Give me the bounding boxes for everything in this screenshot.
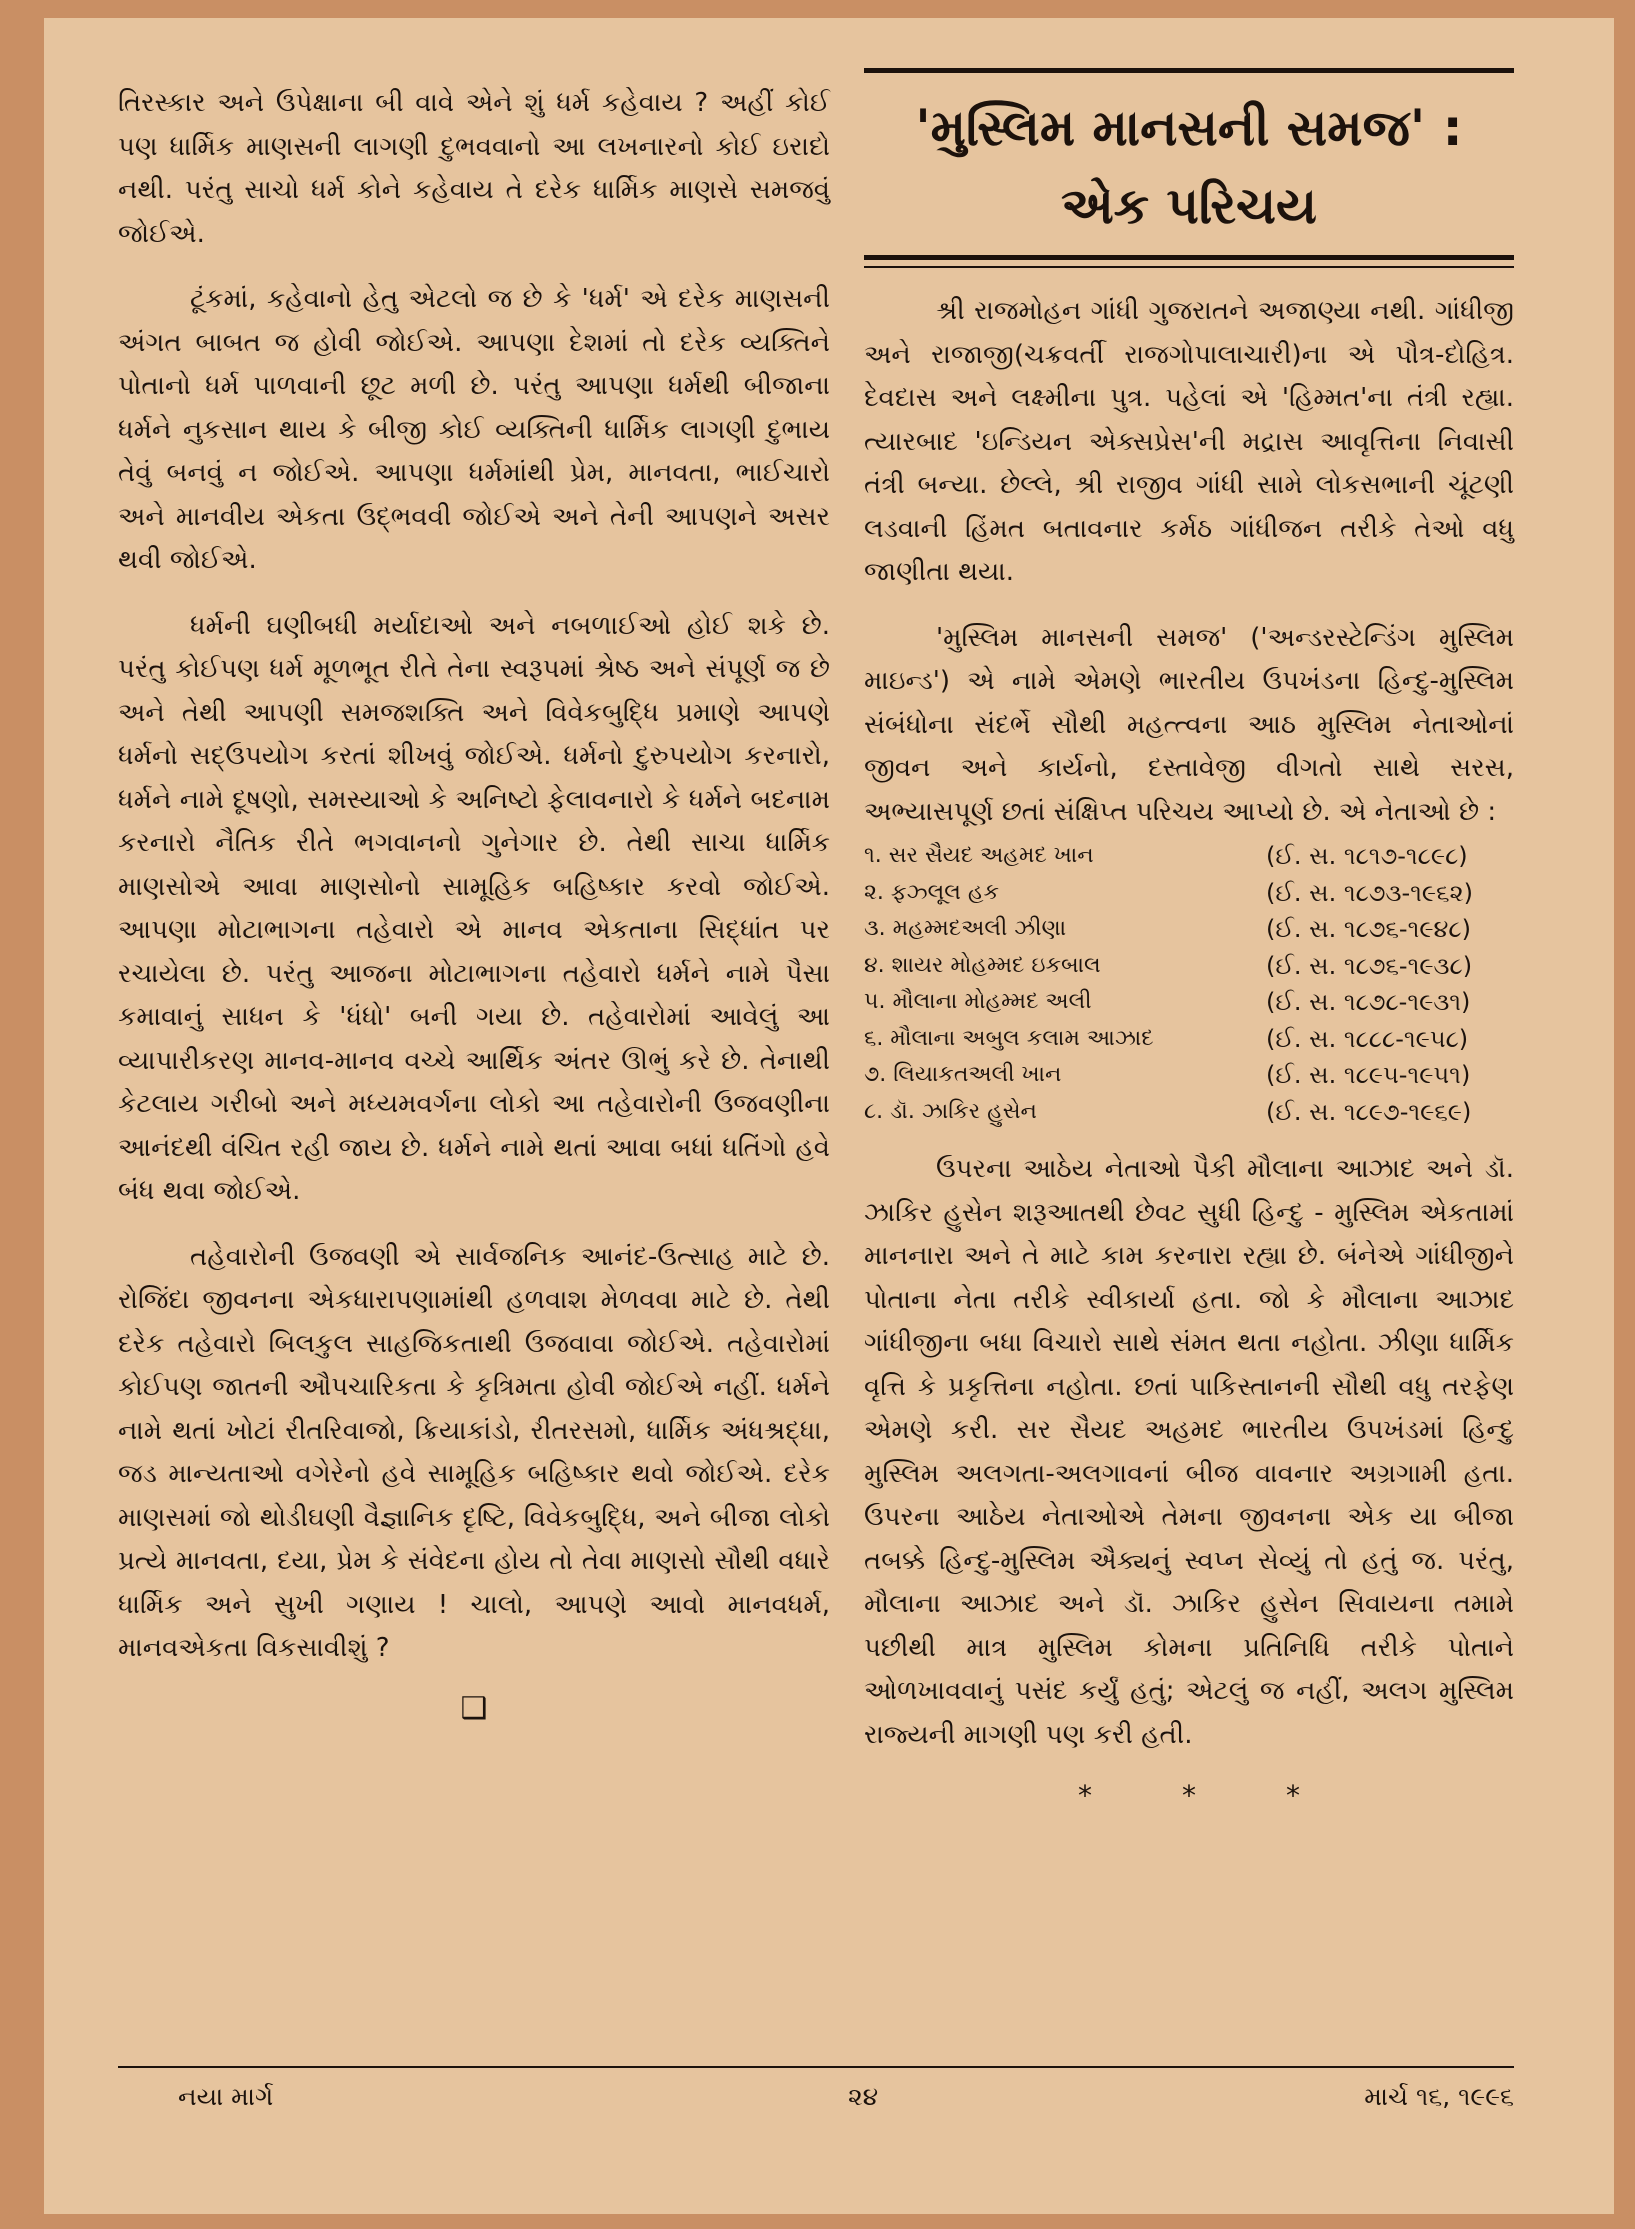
left-paragraph-1: તિરસ્કાર અને ઉપેક્ષાના બી વાવે એને શું ધર્મ કહેવાય ? અહીં કોઈ પણ ધાર્મિક માણસની લાગણી દુભવવાનો આ લખનારનો કોઈ ઇરાદો નથી. પરંતુ સાચો ધર્મ કોને કહેવાય તે દરેક ધાર્મિક માણસે સમજવું જોઈએ. bbox=[118, 88, 830, 249]
leader-years: (ઈ. સ. ૧૮૧૭-૧૮૯૮) bbox=[1266, 842, 1468, 870]
footer-page-number: ૨૪ bbox=[848, 2082, 879, 2111]
leader-name: ૮. ડૉ. ઝાકિર હુસેન bbox=[864, 1098, 1037, 1124]
leader-years: (ઈ. સ. ૧૮૮૮-૧૯૫૮) bbox=[1266, 1024, 1469, 1053]
right-paragraph-2: 'મુસ્લિમ માનસની સમજ' ('અન્ડરસ્ટેન્ડિંગ મુસ્લિમ માઇન્ડ') એ નામે એમણે ભારતીય ઉપખંડના હિન્દુ-મુસ્લિમ સંબંધોના સંદર્ભે સૌથી મહત્ત્વના આઠ મુસ્લિમ નેતાઓનાં જીવન અને કાર્યનો, દસ્તાવેજી વીગતો સાથે સરસ, અભ્યાસપૂર્ણ છતાં સંક્ષિપ્ત પરિચય આપ્યો છે. એ નેતાઓ છે : bbox=[864, 622, 1514, 827]
section-stars: *** bbox=[1078, 1779, 1390, 1812]
footer-publication: નયા માર્ગ bbox=[178, 2082, 274, 2111]
leader-row bbox=[864, 838, 1514, 875]
leader-name: ૧. સર સૈયદ અહમદ ખાન bbox=[864, 843, 1094, 868]
leader-row bbox=[864, 1021, 1514, 1058]
article-title bbox=[864, 89, 1514, 245]
leader-name: ૨. ફઝ્લૂલ હક bbox=[864, 879, 1000, 905]
leader-years: (ઈ. સ. ૧૮૯૭-૧૯૬૯) bbox=[1266, 1097, 1472, 1126]
leader-row bbox=[864, 1057, 1514, 1094]
leader-name: ૭. લિયાકતઅલી ખાન bbox=[864, 1062, 1062, 1087]
end-mark-icon: ❑ bbox=[460, 1690, 488, 1726]
leader-row bbox=[864, 875, 1514, 912]
right-column bbox=[864, 68, 1514, 1812]
leader-years: (ઈ. સ. ૧૮૭૬-૧૯૪૮) bbox=[1266, 915, 1471, 943]
left-paragraph-3: ધર્મની ઘણીબધી મર્યાદાઓ અને નબળાઈઓ હોઈ શકે છે. પરંતુ કોઈપણ ધર્મ મૂળભૂત રીતે તેના સ્વરૂપમાં શ્રેષ્ઠ અને સંપૂર્ણ જ છે અને તેથી આપણી સમજશક્તિ અને વિવેકબુદ્ધિ પ્રમાણે આપણે ધર્મનો સદ્‌ઉપયોગ કરતાં શીખવું જોઈએ. ધર્મનો દુરુપયોગ કરનારો, ધર્મને નામે દૂષણો, સમસ્યાઓ કે અનિષ્ટો ફેલાવનારો કે ધર્મને બદનામ કરનારો નૈતિક રીતે ભગવાનનો ગુનેગાર છે. તેથી સાચા ધાર્મિક માણસોએ આવા માણસોનો સામૂહિક બહિષ્કાર કરવો જોઈએ. આપણા મોટાભાગના તહેવારો એ માનવ એકતાના સિદ્ધાંત પર રચાયેલા છે. પરંતુ આજના મોટાભાગના તહેવારો ધર્મને નામે પૈસા કમાવાનું સાધન કે 'ધંધો' બની ગયા છે. તહેવારોમાં આવેલું આ વ્યાપારીકરણ માનવ-માનવ વચ્ચે આર્થિક અંતર ઊભું કરે છે. તેનાથી કેટલાય ગરીબો અને મધ્યમવર્ગના લોકો આ તહેવારોની ઉજવણીના આનંદથી વંચિત રહી જાય છે. ધર્મને નામે થતાં આવા બધાં ધતિંગો હવે બંધ થવા જોઈએ. bbox=[118, 610, 830, 1206]
right-paragraph-1: શ્રી રાજમોહન ગાંધી ગુજરાતને અજાણ્યા નથી. ગાંધીજી અને રાજાજી(ચક્રવર્તી રાજગોપાલાચારી)ના એ પૌત્ર-દોહિત્ર. દેવદાસ અને લક્ષ્મીના પુત્ર. પહેલાં એ 'હિમ્મત'ના તંત્રી રહ્યા. ત્યારબાદ 'ઇન્ડિયન એક્સપ્રેસ'ની મદ્રાસ આવૃત્તિના નિવાસી તંત્રી બન્યા. છેલ્લે, શ્રી રાજીવ ગાંધી સામે લોકસભાની ચૂંટણી લડવાની હિંમત બતાવનાર કર્મઠ ગાંધીજન તરીકે તેઓ વધુ જાણીતા થયા. bbox=[864, 296, 1514, 587]
left-paragraph-2: ટૂંકમાં, કહેવાનો હેતુ એટલો જ છે કે 'ધર્મ' એ દરેક માણસની અંગત બાબત જ હોવી જોઈએ. આપણા દેશમાં તો દરેક વ્યક્તિને પોતાનો ધર્મ પાળવાની છૂટ મળી છે. પરંતુ આપણા ધર્મથી બીજાના ધર્મને નુકસાન થાય કે બીજી કોઈ વ્યક્તિની ધાર્મિક લાગણી દુભાય તેવું બનવું ન જોઈએ. આપણા ધર્મમાંથી પ્રેમ, માનવતા, ભાઈચારો અને માનવીય એકતા ઉદ્‌ભવવી જોઈએ અને તેની આપણને અસર થવી જોઈએ. bbox=[118, 284, 830, 575]
leader-years: (ઈ. સ. ૧૮૭૬-૧૯૩૮) bbox=[1266, 951, 1473, 980]
footer-date: માર્ચ ૧૬, ૧૯૯૬ bbox=[1364, 2082, 1514, 2111]
leader-name: ૬. મૌલાના અબુલ કલામ આઝાદ bbox=[864, 1025, 1154, 1051]
article-title-line-1: 'મુસ્લિમ માનસની સમજ' : bbox=[915, 99, 1463, 157]
left-paragraph-4: તહેવારોની ઉજવણી એ સાર્વજનિક આનંદ-ઉત્સાહ માટે છે. રોજિંદા જીવનના એકધારાપણામાંથી હળવાશ મેળવવા માટે છે. તેથી દરેક તહેવારો બિલકુલ સાહજિકતાથી ઉજવાવા જોઈએ. તહેવારોમાં કોઈપણ જાતની ઔપચારિકતા કે કૃત્રિમતા હોવી જોઈએ નહીં. ધર્મને નામે થતાં ખોટાં રીતરિવાજો, ક્રિયાકાંડો, રીતરસમો, ધાર્મિક અંધશ્રદ્ધા, જડ માન્યતાઓ વગેરેનો હવે સામૂહિક બહિષ્કાર થવો જોઈએ. દરેક માણસમાં જો થોડીઘણી વૈજ્ઞાનિક દૃષ્ટિ, વિવેકબુદ્ધિ, અને બીજા લોકો પ્રત્યે માનવતા, દયા, પ્રેમ કે સંવેદના હોય તો તેવા માણસો સૌથી વધારે ધાર્મિક અને સુખી ગણાય ! ચાલો, આપણે આવો માનવધર્મ, માનવએકતા વિકસાવીશું ? bbox=[118, 1241, 830, 1663]
leader-row bbox=[864, 911, 1514, 948]
leader-years: (ઈ. સ. ૧૮૭૮-૧૯૩૧) bbox=[1266, 988, 1471, 1016]
leaders-list bbox=[864, 838, 1514, 1130]
footer-rule bbox=[118, 2066, 1514, 2068]
right-paragraph-3: ઉપરના આઠેય નેતાઓ પૈકી મૌલાના આઝાદ અને ડૉ. ઝાકિર હુસેન શરૂઆતથી છેવટ સુધી હિન્દુ - મુસ્લિમ એકતામાં માનનારા અને તે માટે કામ કરનારા રહ્યા છે. બંનેએ ગાંધીજીને પોતાના નેતા તરીકે સ્વીકાર્યા હતા. જો કે મૌલાના આઝાદ ગાંધીજીના બધા વિચારો સાથે સંમત થતા નહોતા. ઝીણા ધાર્મિક વૃત્તિ કે પ્રકૃત્તિના નહોતા. છતાં પાકિસ્તાનની સૌથી વધુ તરફેણ એમણે કરી. સર સૈયદ અહમદ ભારતીય ઉપખંડમાં હિન્દુ મુસ્લિમ અલગતા-અલગાવનાં બીજ વાવનાર અગ્રગામી હતા. ઉપરના આઠેય નેતાઓએ તેમના જીવનના એક યા બીજા તબક્કે હિન્દુ-મુસ્લિમ ઐક્યનું સ્વપ્ન સેવ્યું તો હતું જ. પરંતુ, મૌલાના આઝાદ અને ડૉ. ઝાકિર હુસેન સિવાયના તમામે પછીથી માત્ર મુસ્લિમ કોમના પ્રતિનિધિ તરીકે પોતાને ઓળખાવવાનું પસંદ કર્યું હતું; એટલું જ નહીં, અલગ મુસ્લિમ રાજ્યની માગણી પણ કરી હતી. bbox=[864, 1154, 1514, 1750]
leader-row bbox=[864, 948, 1514, 985]
page-sheet bbox=[44, 18, 1614, 2214]
leader-name: ૫. મૌલાના મોહમ્મદ અલી bbox=[864, 989, 1092, 1014]
title-rule-top bbox=[864, 68, 1514, 73]
leader-years: (ઈ. સ. ૧૮૯૫-૧૯૫૧) bbox=[1266, 1061, 1471, 1089]
leader-name: ૩. મહમ્મદઅલી ઝીણા bbox=[864, 916, 1067, 941]
leader-row bbox=[864, 1094, 1514, 1131]
left-column bbox=[118, 82, 830, 1729]
leader-years: (ઈ. સ. ૧૮૭૩-૧૯૬૨) bbox=[1266, 878, 1473, 907]
leader-name: ૪. શાયર મોહમ્મદ ઇકબાલ bbox=[864, 952, 1101, 978]
article-title-line-2: એક પરિચય bbox=[1060, 177, 1317, 235]
leader-row bbox=[864, 984, 1514, 1021]
